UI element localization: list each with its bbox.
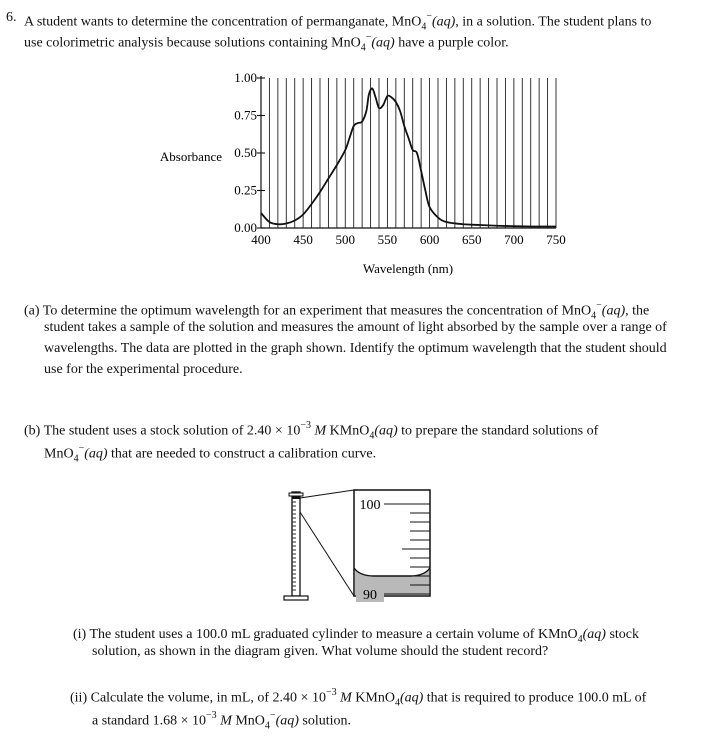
part-b-line1: (b) The student uses a stock solution of $2.40 \times 10^{-3}$ M KMnO$_4$(aq) to prepare the standard solutions of	[24, 420, 599, 442]
question-intro-line1: A student wants to determine the concentration of permanganate, MnO$_4$−(aq), in a solution. The student plans to	[24, 11, 652, 33]
x-tick-label: 750	[546, 232, 566, 247]
y-tick-label: 0.25	[234, 182, 257, 198]
chart-grid	[269, 78, 556, 228]
y-tick-label: 0.75	[234, 107, 257, 123]
part-ii-line2: a standard $1.68 \times 10^{-3}$ M MnO$_4$−(aq) solution.	[92, 710, 352, 732]
x-tick-label: 650	[461, 232, 482, 247]
x-axis-label: Wavelength (nm)	[362, 261, 454, 276]
question-intro-line2: use colorimetric analysis because solutions containing MnO$_4$−(aq) have a purple color.	[24, 32, 509, 54]
part-ii-line1: (ii) Calculate the volume, in mL, of $2.40 \times 10^{-3}$ M KMnO$_4$(aq) that is required to produce 100.0 mL of	[70, 687, 647, 709]
chart-tick-labels	[234, 70, 566, 247]
x-tick-label: 600	[419, 232, 440, 247]
x-tick-label: 700	[504, 232, 524, 247]
x-tick-label: 500	[335, 232, 356, 247]
part-a-line4: use for the experimental procedure.	[44, 362, 243, 377]
upper-reading-label: 100	[359, 498, 381, 513]
y-axis-label: Absorbance	[159, 149, 222, 164]
y-tick-label: 0.00	[234, 220, 257, 235]
lower-reading-label: 90	[363, 588, 377, 603]
part-a-line2: student takes a sample of the solution and measures the amount of light absorbed by the sample over a range of	[44, 320, 667, 335]
part-b-line2: MnO$_4$−(aq) that are needed to construct a calibration curve.	[44, 443, 377, 465]
graduated-cylinder-diagram	[270, 484, 470, 614]
part-i-line2: solution, as shown in the diagram given. What volume should the student record?	[92, 644, 549, 659]
question-number: 6.	[6, 10, 17, 25]
chart-axes	[257, 76, 556, 228]
y-tick-label: 0.50	[234, 145, 257, 160]
x-tick-label: 450	[293, 232, 313, 247]
part-a-line3: wavelengths. The data are plotted in the graph shown. Identify the optimum wavelength that the student should	[44, 341, 667, 356]
part-a-line1: (a) To determine the optimum wavelength for an experiment that measures the concentration of MnO$_4$−(aq), the	[24, 300, 650, 322]
absorbance-curve	[261, 88, 556, 226]
x-tick-label: 400	[251, 232, 271, 247]
cylinder-zoom-view	[354, 490, 430, 603]
y-tick-label: 1.00	[234, 70, 257, 85]
small-cylinder	[284, 492, 308, 600]
x-tick-label: 550	[377, 232, 398, 247]
part-i-line1: (i) The student uses a 100.0 mL graduated cylinder to measure a certain volume of KMnO$_4$(aq) stock	[73, 627, 640, 645]
absorbance-chart	[0, 0, 703, 300]
